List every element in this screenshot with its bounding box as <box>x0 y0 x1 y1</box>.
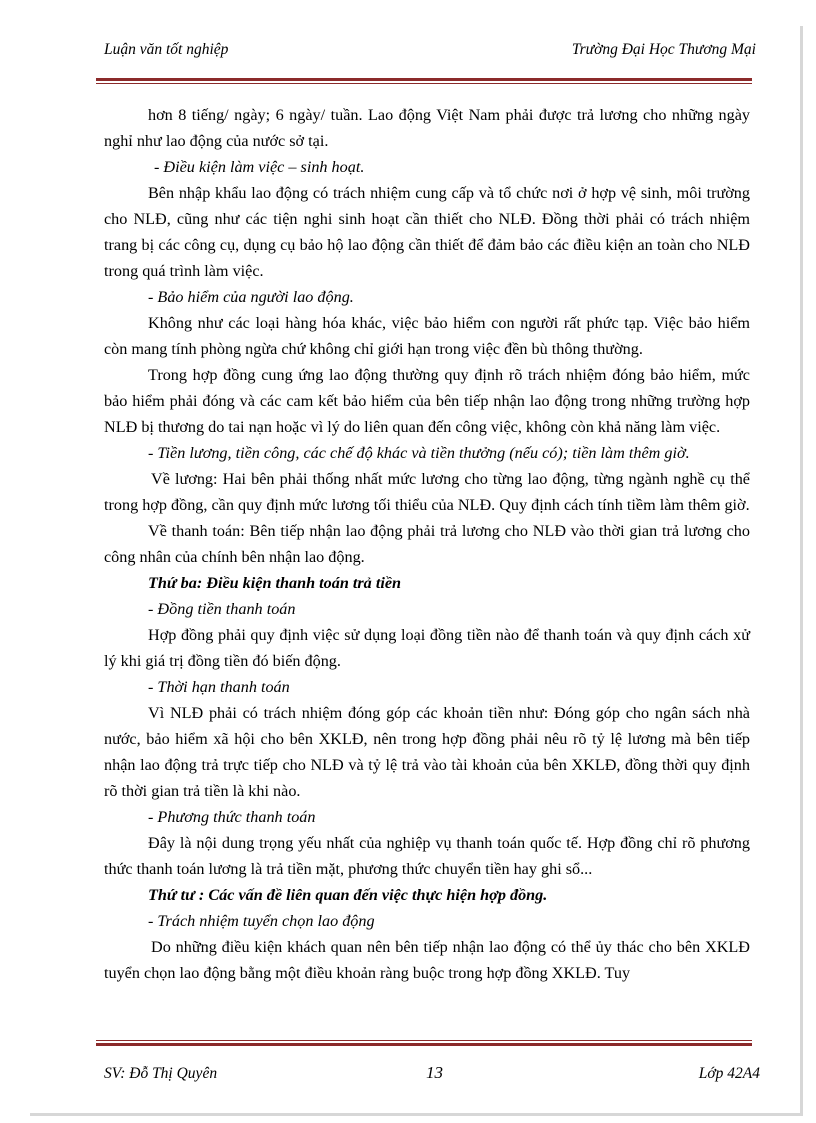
page-shadow-bottom <box>30 1113 803 1116</box>
subheading: - Trách nhiệm tuyển chọn lao động <box>148 912 375 930</box>
section-heading: Thứ ba: Điều kiện thanh toán trả tiền <box>148 574 402 592</box>
subheading: - Tiền lương, tiền công, các chế độ khác và tiền thưởng (nếu có); tiền làm thêm giờ. <box>148 444 690 462</box>
subheading: - Phương thức thanh toán <box>148 808 316 826</box>
footer-rule-thin <box>96 1040 752 1041</box>
footer-rule-thick <box>96 1043 752 1046</box>
paragraph: Đây là nội dung trọng yếu nhất của nghiệp vụ thanh toán quốc tế. Hợp đồng chỉ rõ phương thức thanh toán lương là trả tiền mặt, phương thức chuyển tiền hay ghi sổ... <box>104 834 750 878</box>
header-right: Trường Đại Học Thương Mại <box>571 41 756 58</box>
subheading: - Đồng tiền thanh toán <box>148 600 296 618</box>
footer-class: Lớp 42A4 <box>698 1065 760 1082</box>
paragraph: Trong hợp đồng cung ứng lao động thường quy định rõ trách nhiệm đóng bảo hiểm, mức bảo hiểm phải đóng và các cam kết bảo hiểm của bên tiếp nhận lao động trong những trường hợp NLĐ bị thương do tai nạn hoặc vì lý do liên quan đến công việc, không còn khả năng làm việc. <box>104 366 750 436</box>
page-shadow-right <box>800 26 803 1116</box>
paragraph: Vì NLĐ phải có trách nhiệm đóng góp các khoản tiền như: Đóng góp cho ngân sách nhà nước, bảo hiểm xã hội cho bên XKLĐ, nên trong hợp đồng phải nêu rõ tỷ lệ lương mà bên tiếp nhận lao động trả trực tiếp cho NLĐ và tỷ lệ trả vào tài khoản của bên XKLĐ, đồng thời quy định rõ thời gian trả tiền là khi nào. <box>104 704 750 800</box>
subheading: - Điều kiện làm việc – sinh hoạt. <box>154 158 365 176</box>
paragraph: Bên nhập khẩu lao động có trách nhiệm cung cấp và tổ chức nơi ở hợp vệ sinh, môi trường cho NLĐ, cũng như các tiện nghi sinh hoạt cần thiết cho NLĐ. Đồng thời phải có trách nhiệm trang bị các công cụ, dụng cụ bảo hộ lao động cần thiết để đảm bảo các điều kiện an toàn cho NLĐ trong quá trình làm việc. <box>104 184 750 280</box>
paragraph: Về lương: Hai bên phải thống nhất mức lương cho từng lao động, từng ngành nghề cụ thể trong hợp đồng, cần quy định mức lương tối thiểu của NLĐ. Quy định cách tính tiềm làm thêm giờ. <box>104 470 750 514</box>
page-number: 13 <box>426 1063 443 1082</box>
subheading: - Bảo hiểm của người lao động. <box>148 288 354 306</box>
paragraph: hơn 8 tiếng/ ngày; 6 ngày/ tuần. Lao động Việt Nam phải được trả lương cho những ngày nghỉ như lao động của nước sở tại. <box>104 106 750 150</box>
header-rule-thick <box>96 78 752 81</box>
body-text <box>104 102 750 986</box>
header-left: Luận văn tốt nghiệp <box>104 41 229 58</box>
subheading: - Thời hạn thanh toán <box>148 678 290 696</box>
header-rule-thin <box>96 83 752 84</box>
paragraph: Về thanh toán: Bên tiếp nhận lao động phải trả lương cho NLĐ vào thời gian trả lương cho công nhân của chính bên nhận lao động. <box>104 522 750 566</box>
paragraph: Hợp đồng phải quy định việc sử dụng loại đồng tiền nào để thanh toán và quy định cách xử lý khi giá trị đồng tiền đó biến động. <box>104 626 750 670</box>
paragraph: Không như các loại hàng hóa khác, việc bảo hiểm con người rất phức tạp. Việc bảo hiểm còn mang tính phòng ngừa chứ không chỉ giới hạn trong việc đền bù thông thường. <box>104 314 750 358</box>
section-heading: Thứ tư : Các vấn đề liên quan đến việc thực hiện hợp đồng. <box>148 886 548 904</box>
footer-student: SV: Đỗ Thị Quyên <box>104 1065 218 1082</box>
paragraph: Do những điều kiện khách quan nên bên tiếp nhận lao động có thể ủy thác cho bên XKLĐ tuyển chọn lao động bằng một điều khoản ràng buộc trong hợp đồng XKLĐ. Tuy <box>104 938 750 982</box>
